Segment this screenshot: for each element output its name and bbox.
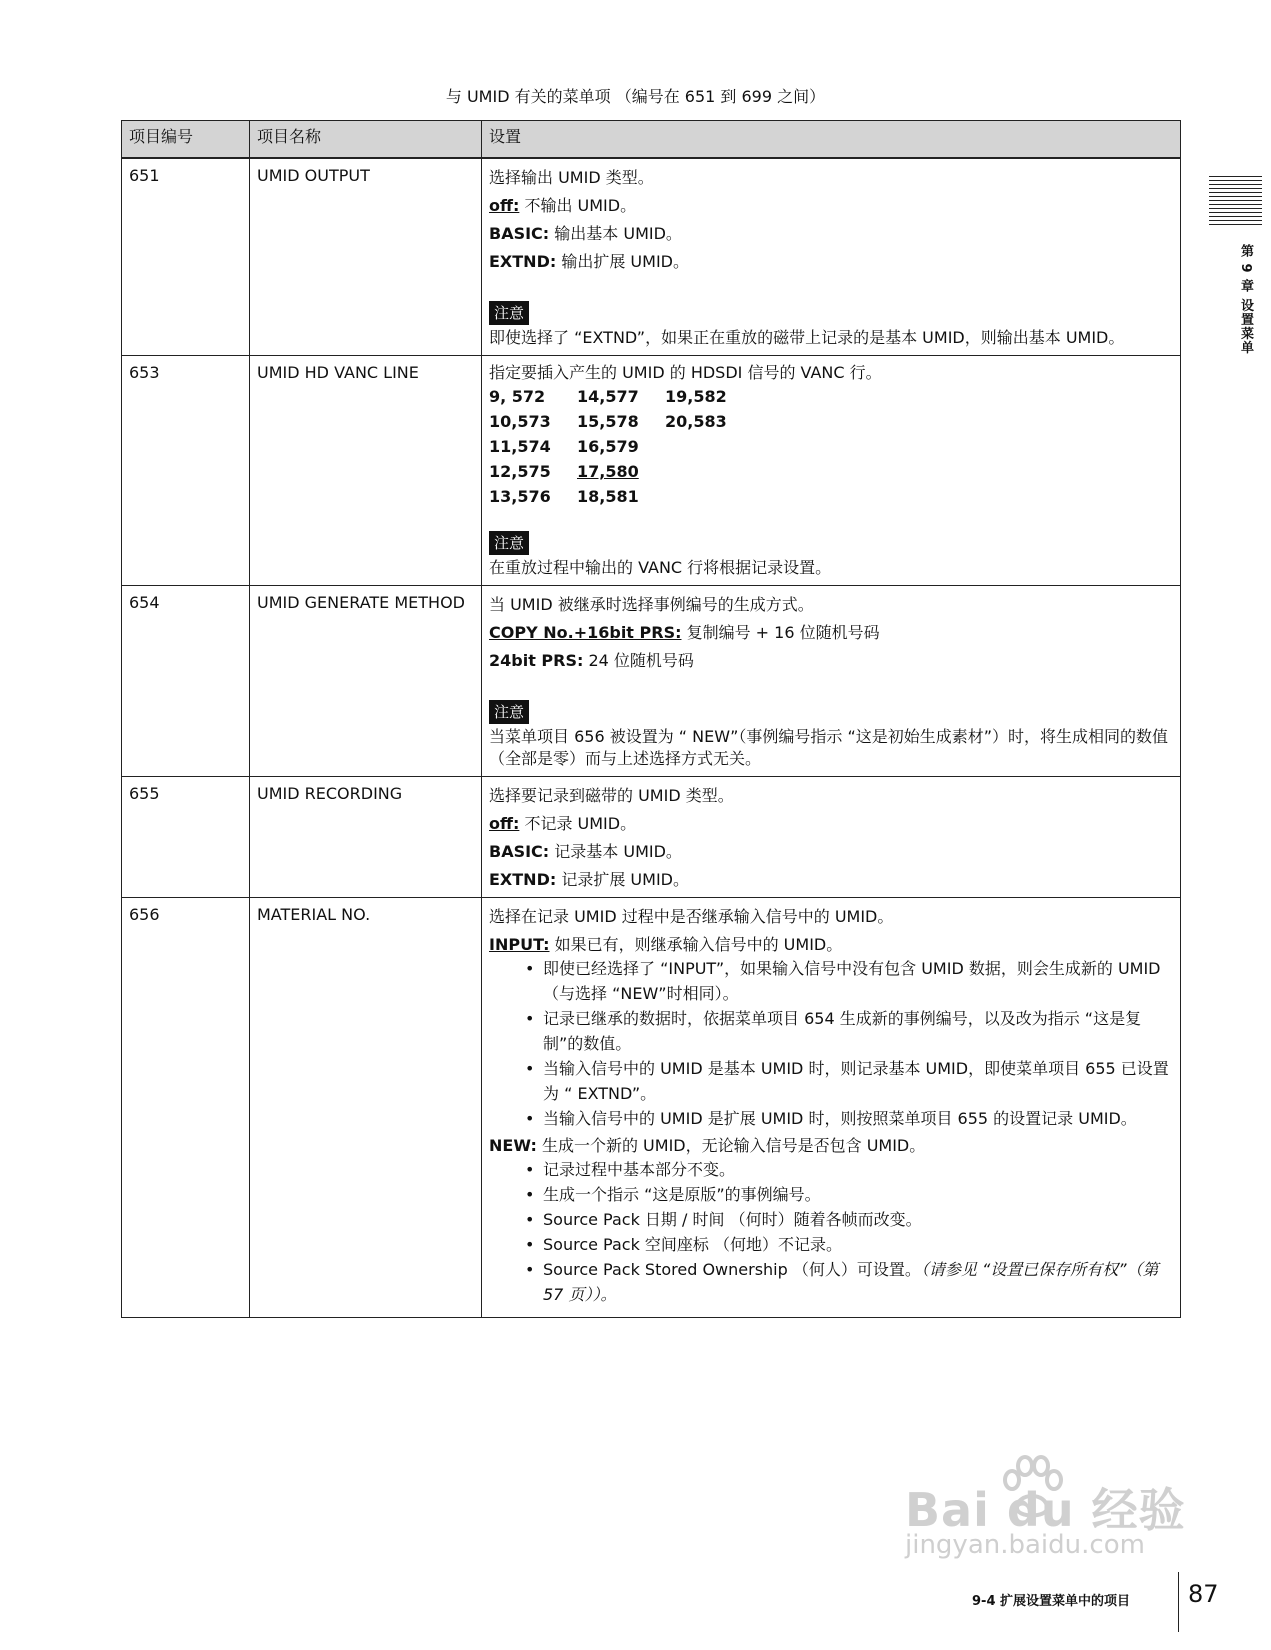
header-settings: 设置 <box>482 121 1181 159</box>
table-row-656 <box>122 898 1181 1318</box>
table-row-655 <box>122 777 1181 898</box>
chapter-tab-bars <box>1209 176 1262 228</box>
table-header-row <box>122 121 1181 159</box>
list-item: • 记录过程中基本部分不变。 <box>543 1157 1173 1182</box>
value-cell: 14,577 <box>577 387 639 406</box>
settings-cell <box>482 586 1181 777</box>
settings-cell <box>482 777 1181 898</box>
umid-menu-table <box>121 120 1181 1318</box>
chapter-label: 第 9 章 设置菜单 <box>1238 244 1253 355</box>
item-number: 655 <box>122 777 250 898</box>
cross-reference: （请参见 “设置已保存所有权”（第 57 页））。 <box>543 1260 1159 1304</box>
value-cell: 20,583 <box>665 412 727 431</box>
watermark-url: jingyan.baidu.com <box>905 1530 1145 1560</box>
option-basic: BASIC: 输出基本 UMID。 <box>489 224 682 243</box>
watermark-brand: Bai du 经验 <box>905 1483 1186 1537</box>
list-item: • 当输入信号中的 UMID 是扩展 UMID 时，则按照菜单项目 655 的设置记录 UMID。 <box>543 1106 1173 1131</box>
value-cell: 10,573 <box>489 412 551 431</box>
value-cell <box>665 459 745 484</box>
item-number: 651 <box>122 158 250 356</box>
list-item: • 即使已经选择了 “INPUT”，如果输入信号中没有包含 UMID 数据，则会生成新的 UMID （与选择 “NEW”时相同）。 <box>543 956 1173 1006</box>
note-text: 当菜单项目 656 被设置为 “ NEW”（事例编号指示 “这是初始生成素材”）时，将生成相同的数值 （全部是零）而与上述选择方式无关。 <box>489 727 1169 768</box>
settings-cell <box>482 898 1181 1318</box>
settings-cell <box>482 356 1181 586</box>
value-cell <box>665 484 745 509</box>
value-cell: 12,575 <box>489 462 551 481</box>
input-bullet-list <box>489 956 1173 1131</box>
item-name: UMID GENERATE METHOD <box>250 586 482 777</box>
option-new: NEW: 生成一个新的 UMID，无论输入信号是否包含 UMID。 <box>489 1136 926 1155</box>
item-name: UMID OUTPUT <box>250 158 482 356</box>
list-item: • Source Pack 空间座标 （何地）不记录。 <box>543 1232 1173 1257</box>
item-number: 653 <box>122 356 250 586</box>
settings-cell <box>482 158 1181 356</box>
list-item: • 记录已继承的数据时，依据菜单项目 654 生成新的事例编号，以及改为指示 “这是复制”的数值。 <box>543 1006 1173 1056</box>
table-caption: 与 UMID 有关的菜单项 （编号在 651 到 699 之间） <box>445 87 826 106</box>
table-row-653 <box>122 356 1181 586</box>
option-off: off: 不记录 UMID。 <box>489 814 637 833</box>
item-name: UMID RECORDING <box>250 777 482 898</box>
description: 选择在记录 UMID 过程中是否继承输入信号中的 UMID。 <box>489 907 894 926</box>
description: 选择输出 UMID 类型。 <box>489 168 654 187</box>
footer-section: 9-4 扩展设置菜单中的项目 <box>972 1594 1131 1609</box>
note-text: 在重放过程中输出的 VANC 行将根据记录设置。 <box>489 558 832 577</box>
option-extnd: EXTND: 记录扩展 UMID。 <box>489 870 689 889</box>
list-item: • Source Pack Stored Ownership （何人）可设置。（请参见 “设置已保存所有权”（第 57 页））。 <box>543 1257 1173 1307</box>
header-item-name: 项目名称 <box>250 121 482 159</box>
description: 指定要插入产生的 UMID 的 HDSDI 信号的 VANC 行。 <box>489 363 882 382</box>
option-24bit: 24bit PRS: 24 位随机号码 <box>489 651 694 670</box>
list-item: • 生成一个指示 “这是原版”的事例编号。 <box>543 1182 1173 1207</box>
option-basic: BASIC: 记录基本 UMID。 <box>489 842 682 861</box>
item-name: UMID HD VANC LINE <box>250 356 482 586</box>
value-cell: 13,576 <box>489 487 551 506</box>
item-number: 654 <box>122 586 250 777</box>
value-cell: 19,582 <box>665 387 727 406</box>
description: 当 UMID 被继承时选择事例编号的生成方式。 <box>489 595 814 614</box>
watermark <box>905 1450 1195 1560</box>
note-badge: 注意 <box>489 700 529 724</box>
value-cell: 11,574 <box>489 437 551 456</box>
note-text: 即使选择了 “EXTND”，如果正在重放的磁带上记录的是基本 UMID，则输出基本 UMID。 <box>489 328 1125 347</box>
value-cell: 16,579 <box>577 437 639 456</box>
note-badge: 注意 <box>489 301 529 325</box>
note-badge: 注意 <box>489 531 529 555</box>
header-item-number: 项目编号 <box>122 121 250 159</box>
list-item: • 当输入信号中的 UMID 是基本 UMID 时，则记录基本 UMID，即使菜单项目 655 已设置为 “ EXTND”。 <box>543 1056 1173 1106</box>
table-row-651 <box>122 158 1181 356</box>
new-bullet-list <box>489 1157 1173 1307</box>
description: 选择要记录到磁带的 UMID 类型。 <box>489 786 734 805</box>
page-number: 87 <box>1188 1580 1219 1608</box>
option-off: off: 不输出 UMID。 <box>489 196 637 215</box>
value-cell: 9, 572 <box>489 387 546 406</box>
option-extnd: EXTND: 输出扩展 UMID。 <box>489 252 689 271</box>
list-item: • Source Pack 日期 / 时间 （何时）随着各帧而改变。 <box>543 1207 1173 1232</box>
item-number: 656 <box>122 898 250 1318</box>
value-cell: 18,581 <box>577 487 639 506</box>
table-row-654 <box>122 586 1181 777</box>
option-copy-no: COPY No.+16bit PRS: 复制编号 + 16 位随机号码 <box>489 623 880 642</box>
footer-divider <box>1178 1572 1179 1632</box>
item-name: MATERIAL NO. <box>250 898 482 1318</box>
option-input: INPUT: 如果已有，则继承输入信号中的 UMID。 <box>489 935 843 954</box>
value-cell-default: 17,580 <box>577 462 639 481</box>
value-cell: 15,578 <box>577 412 639 431</box>
vanc-line-values <box>489 384 1173 509</box>
value-cell <box>665 434 745 459</box>
